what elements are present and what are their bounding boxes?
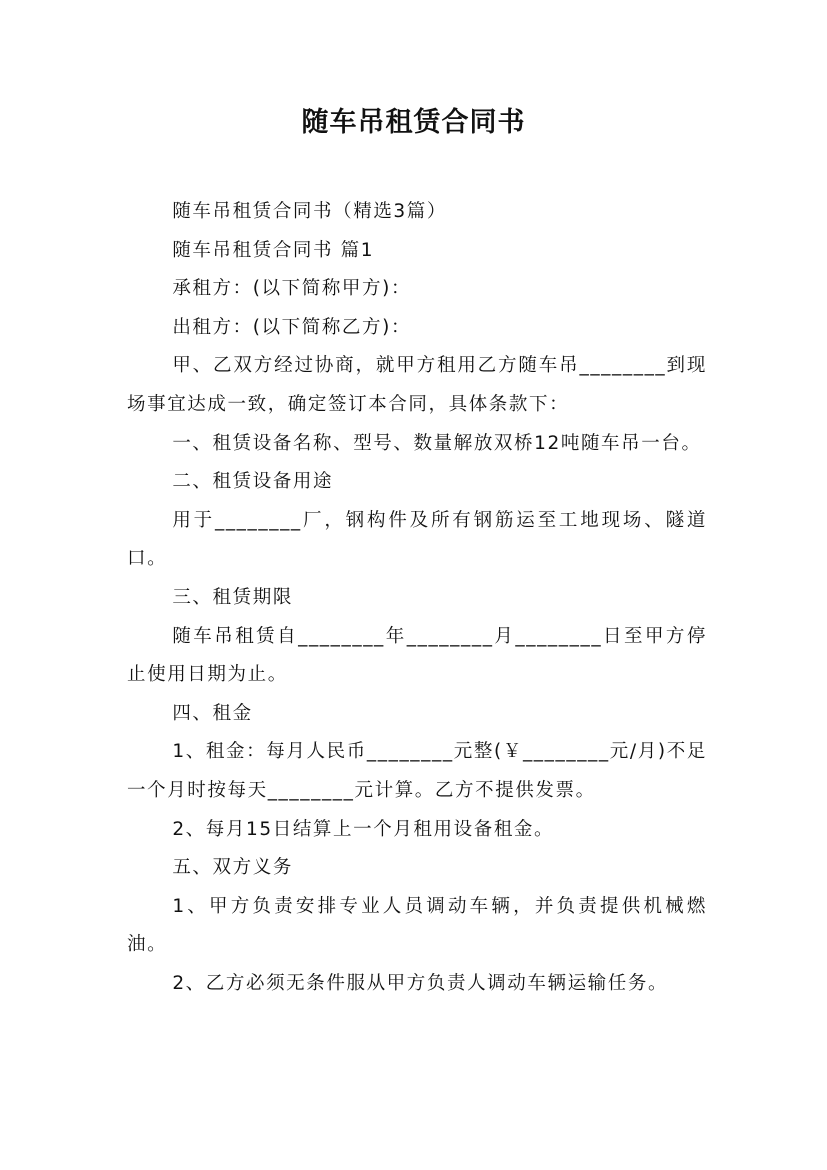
clause-rent-amount: 1、租金：每月人民币________元整(￥________元/月)不足一个月时按每天________元计算。乙方不提供发票。 [127,741,707,801]
clause-rent-settlement: 2、每月15日结算上一个月租用设备租金。 [172,818,555,840]
clause-usage: 用于________厂，钢构件及所有钢筋运至工地现场、隧道口。 [127,509,707,570]
subtitle-paragraph: 随车吊租赁合同书（精选3篇） [172,201,447,222]
clause-obligation-party-b: 2、乙方必须无条件服从甲方负责人调动车辆运输任务。 [172,972,669,994]
clause-heading-usage: 二、租赁设备用途 [172,471,334,493]
clause-heading-rent: 四、租金 [172,702,253,724]
preamble-paragraph: 甲、乙双方经过协商，就甲方租用乙方随车吊________到现场事宜达成一致，确定签订本合同，具体条款下： [127,355,707,415]
lessee-line: 承租方：(以下简称甲方)： [172,278,412,300]
document-title: 随车吊租赁合同书 [301,107,526,138]
document-body [127,193,707,1003]
clause-heading-obligations: 五、双方义务 [172,857,293,879]
section-heading: 随车吊租赁合同书 篇1 [172,239,375,261]
clause-obligation-party-a: 1、甲方负责安排专业人员调动车辆，并负责提供机械燃油。 [127,895,707,956]
clause-heading-term: 三、租赁期限 [172,586,293,608]
clause-term: 随车吊租赁自________年________月________日至甲方停止使用日期为止。 [127,625,707,686]
clause-equipment-name: 一、租赁设备名称、型号、数量解放双桥12吨随车吊一台。 [172,432,702,454]
lessor-line: 出租方：(以下简称乙方)： [172,316,412,338]
